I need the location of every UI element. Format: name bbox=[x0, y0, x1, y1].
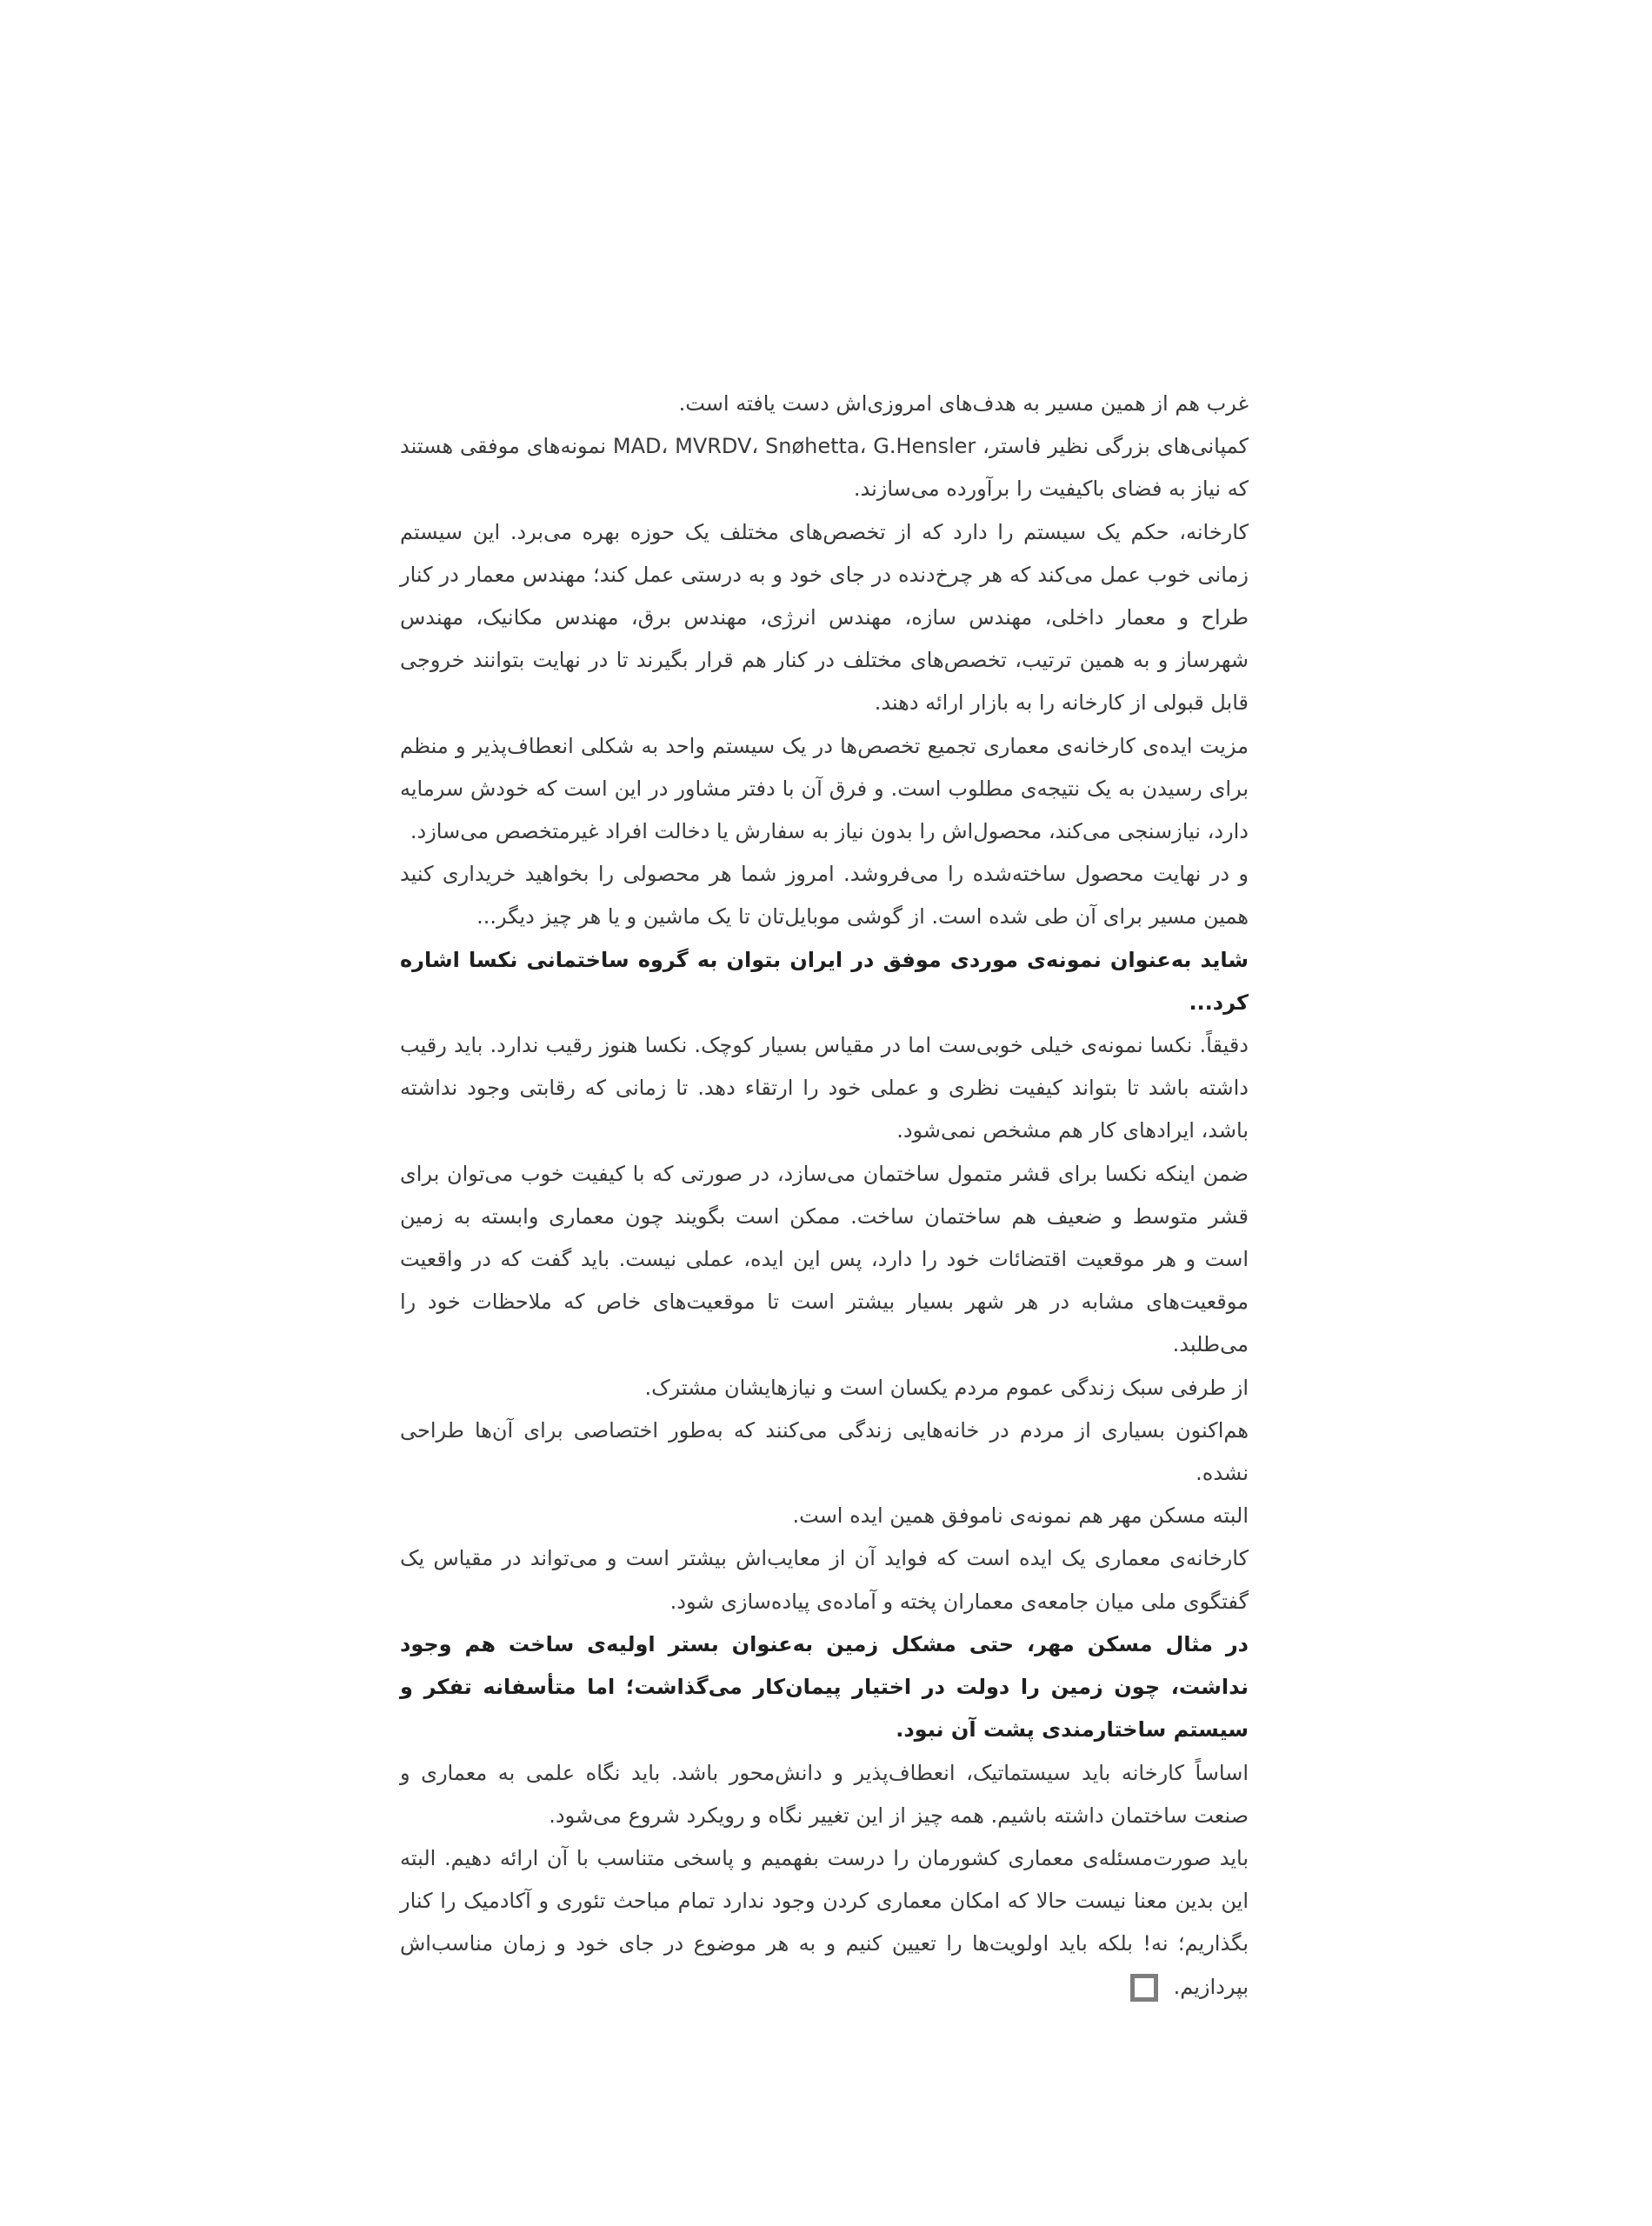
article-body bbox=[400, 383, 1249, 2009]
paragraph-10: هم‌اکنون بسیاری از مردم در خانه‌هایی زندگی می‌کنند که به‌طور اختصاصی برای آن‌ها طراحی نشده. bbox=[400, 1417, 1249, 1486]
paragraph-8: ضمن اینکه نکسا برای قشر متمول ساختمان می‌سازد، در صورتی که با کیفیت خوب می‌توان برای قشر متوسط و ضعیف هم ساختمان ساخت. ممکن است بگویند چون معماری وابسته به زمین است و هر موقعیت اقتضائات خود را دارد، پس این ایده، عملی نیست. باید گفت که در واقعیت موقعیت‌های مشابه در هر شهر بسیار بیشتر است تا موقعیت‌های خاص که ملاحظات خود را می‌طلبد. bbox=[400, 1161, 1249, 1357]
hollow-square-end-mark-icon bbox=[1130, 1974, 1158, 2002]
paragraph-14: اساساً کارخانه باید سیستماتیک، انعطاف‌پذیر و دانش‌محور باشد. باید نگاه علمی به معماری و صنعت ساختمان داشته باشیم. همه چیز از این تغییر نگاه و رویکرد شروع می‌شود. bbox=[400, 1760, 1249, 1828]
paragraph-3: کارخانه، حکم یک سیستم را دارد که از تخصص‌های مختلف یک حوزه بهره می‌برد. این سیستم زمانی خوب عمل می‌کند که هر چرخ‌دنده در جای خود و به درستی عمل کند؛ مهندس معمار در کنار طراح و معمار داخلی، مهندس سازه، مهندس انرژی، مهندس برق، مهندس مکانیک، مهندس شهرساز و به همین ترتیب، تخصص‌های مختلف در کنار هم قرار بگیرند تا در نهایت بتوانند خروجی قابل قبولی از کارخانه را به بازار ارائه دهند. bbox=[400, 519, 1249, 716]
paragraph-5: و در نهایت محصول ساخته‌شده را می‌فروشد. امروز شما هر محصولی را بخواهید خریداری کنید همین مسیر برای آن طی شده است. از گوشی موبایل‌تان تا یک ماشین و یا هر چیز دیگر... bbox=[400, 862, 1249, 930]
paragraph-11: البته مسکن مهر هم نمونه‌ی ناموفق همین ایده است. bbox=[792, 1503, 1249, 1529]
paragraph-2: کمپانی‌های بزرگی نظیر فاستر، MAD، MVRDV، Snøhetta، G.Hensler نمونه‌های موفقی هستند که نیاز به فضای باکیفیت را برآورده می‌سازند. bbox=[400, 434, 1249, 502]
interview-question-2: در مثال مسکن مهر، حتی مشکل زمین به‌عنوان بستر اولیه‌ی ساخت هم وجود نداشت، چون زمین را دولت در اختیار پیمان‌کار می‌گذاشت؛ اما متأسفانه تفکر و سیستم ساختارمندی پشت آن نبود. bbox=[400, 1631, 1249, 1743]
paragraph-9: از طرفی سبک زندگی عموم مردم یکسان است و نیازهایشان مشترک. bbox=[644, 1375, 1249, 1400]
interview-question-1: شاید به‌عنوان نمونه‌ی موردی موفق در ایران بتوان به گروه ساختمانی نکسا اشاره کرد... bbox=[400, 947, 1249, 1015]
paragraph-15-final bbox=[400, 1837, 1249, 2009]
paragraph-7: دقیقاً. نکسا نمونه‌ی خیلی خوبی‌ست اما در مقیاس بسیار کوچک. نکسا هنوز رقیب ندارد. باید رقیب داشته باشد تا بتواند کیفیت نظری و عملی خود را ارتقاء دهد. تا زمانی که رقابتی وجود نداشته باشد، ایرادهای کار هم مشخص نمی‌شود. bbox=[400, 1033, 1249, 1143]
paragraph-1: غرب هم از همین مسیر به هدف‌های امروزی‌اش دست یافته است. bbox=[678, 391, 1249, 416]
paragraph-12: کارخانه‌ی معماری یک ایده است که فواید آن از معایب‌اش بیشتر است و می‌تواند در مقیاس یک گفتگوی ملی میان جامعه‌ی معماران پخته و آماده‌ی پیاده‌سازی شود. bbox=[400, 1546, 1249, 1614]
final-paragraph-text: باید صورت‌مسئله‌ی معماری کشورمان را درست بفهمیم و پاسخی متناسب با آن ارائه دهیم. البته این بدین معنا نیست حالا که امکان معماری کردن وجود ندارد تمام مباحث تئوری و آکادمیک را کنار بگذاریم؛ نه! بلکه باید اولویت‌ها را تعیین کنیم و به هر موضوع در جای خود و زمان مناسب‌اش بپردازیم. bbox=[400, 1845, 1249, 1999]
paragraph-4: مزیت ایده‌ی کارخانه‌ی معماری تجمیع تخصص‌ها در یک سیستم واحد به شکلی انعطاف‌پذیر و منظم برای رسیدن به یک نتیجه‌ی مطلوب است. و فرق آن با دفتر مشاور در این است که خودش سرمایه دارد، نیازسنجی می‌کند، محصول‌اش را بدون نیاز به سفارش یا دخالت افراد غیرمتخصص می‌سازد. bbox=[400, 733, 1249, 844]
